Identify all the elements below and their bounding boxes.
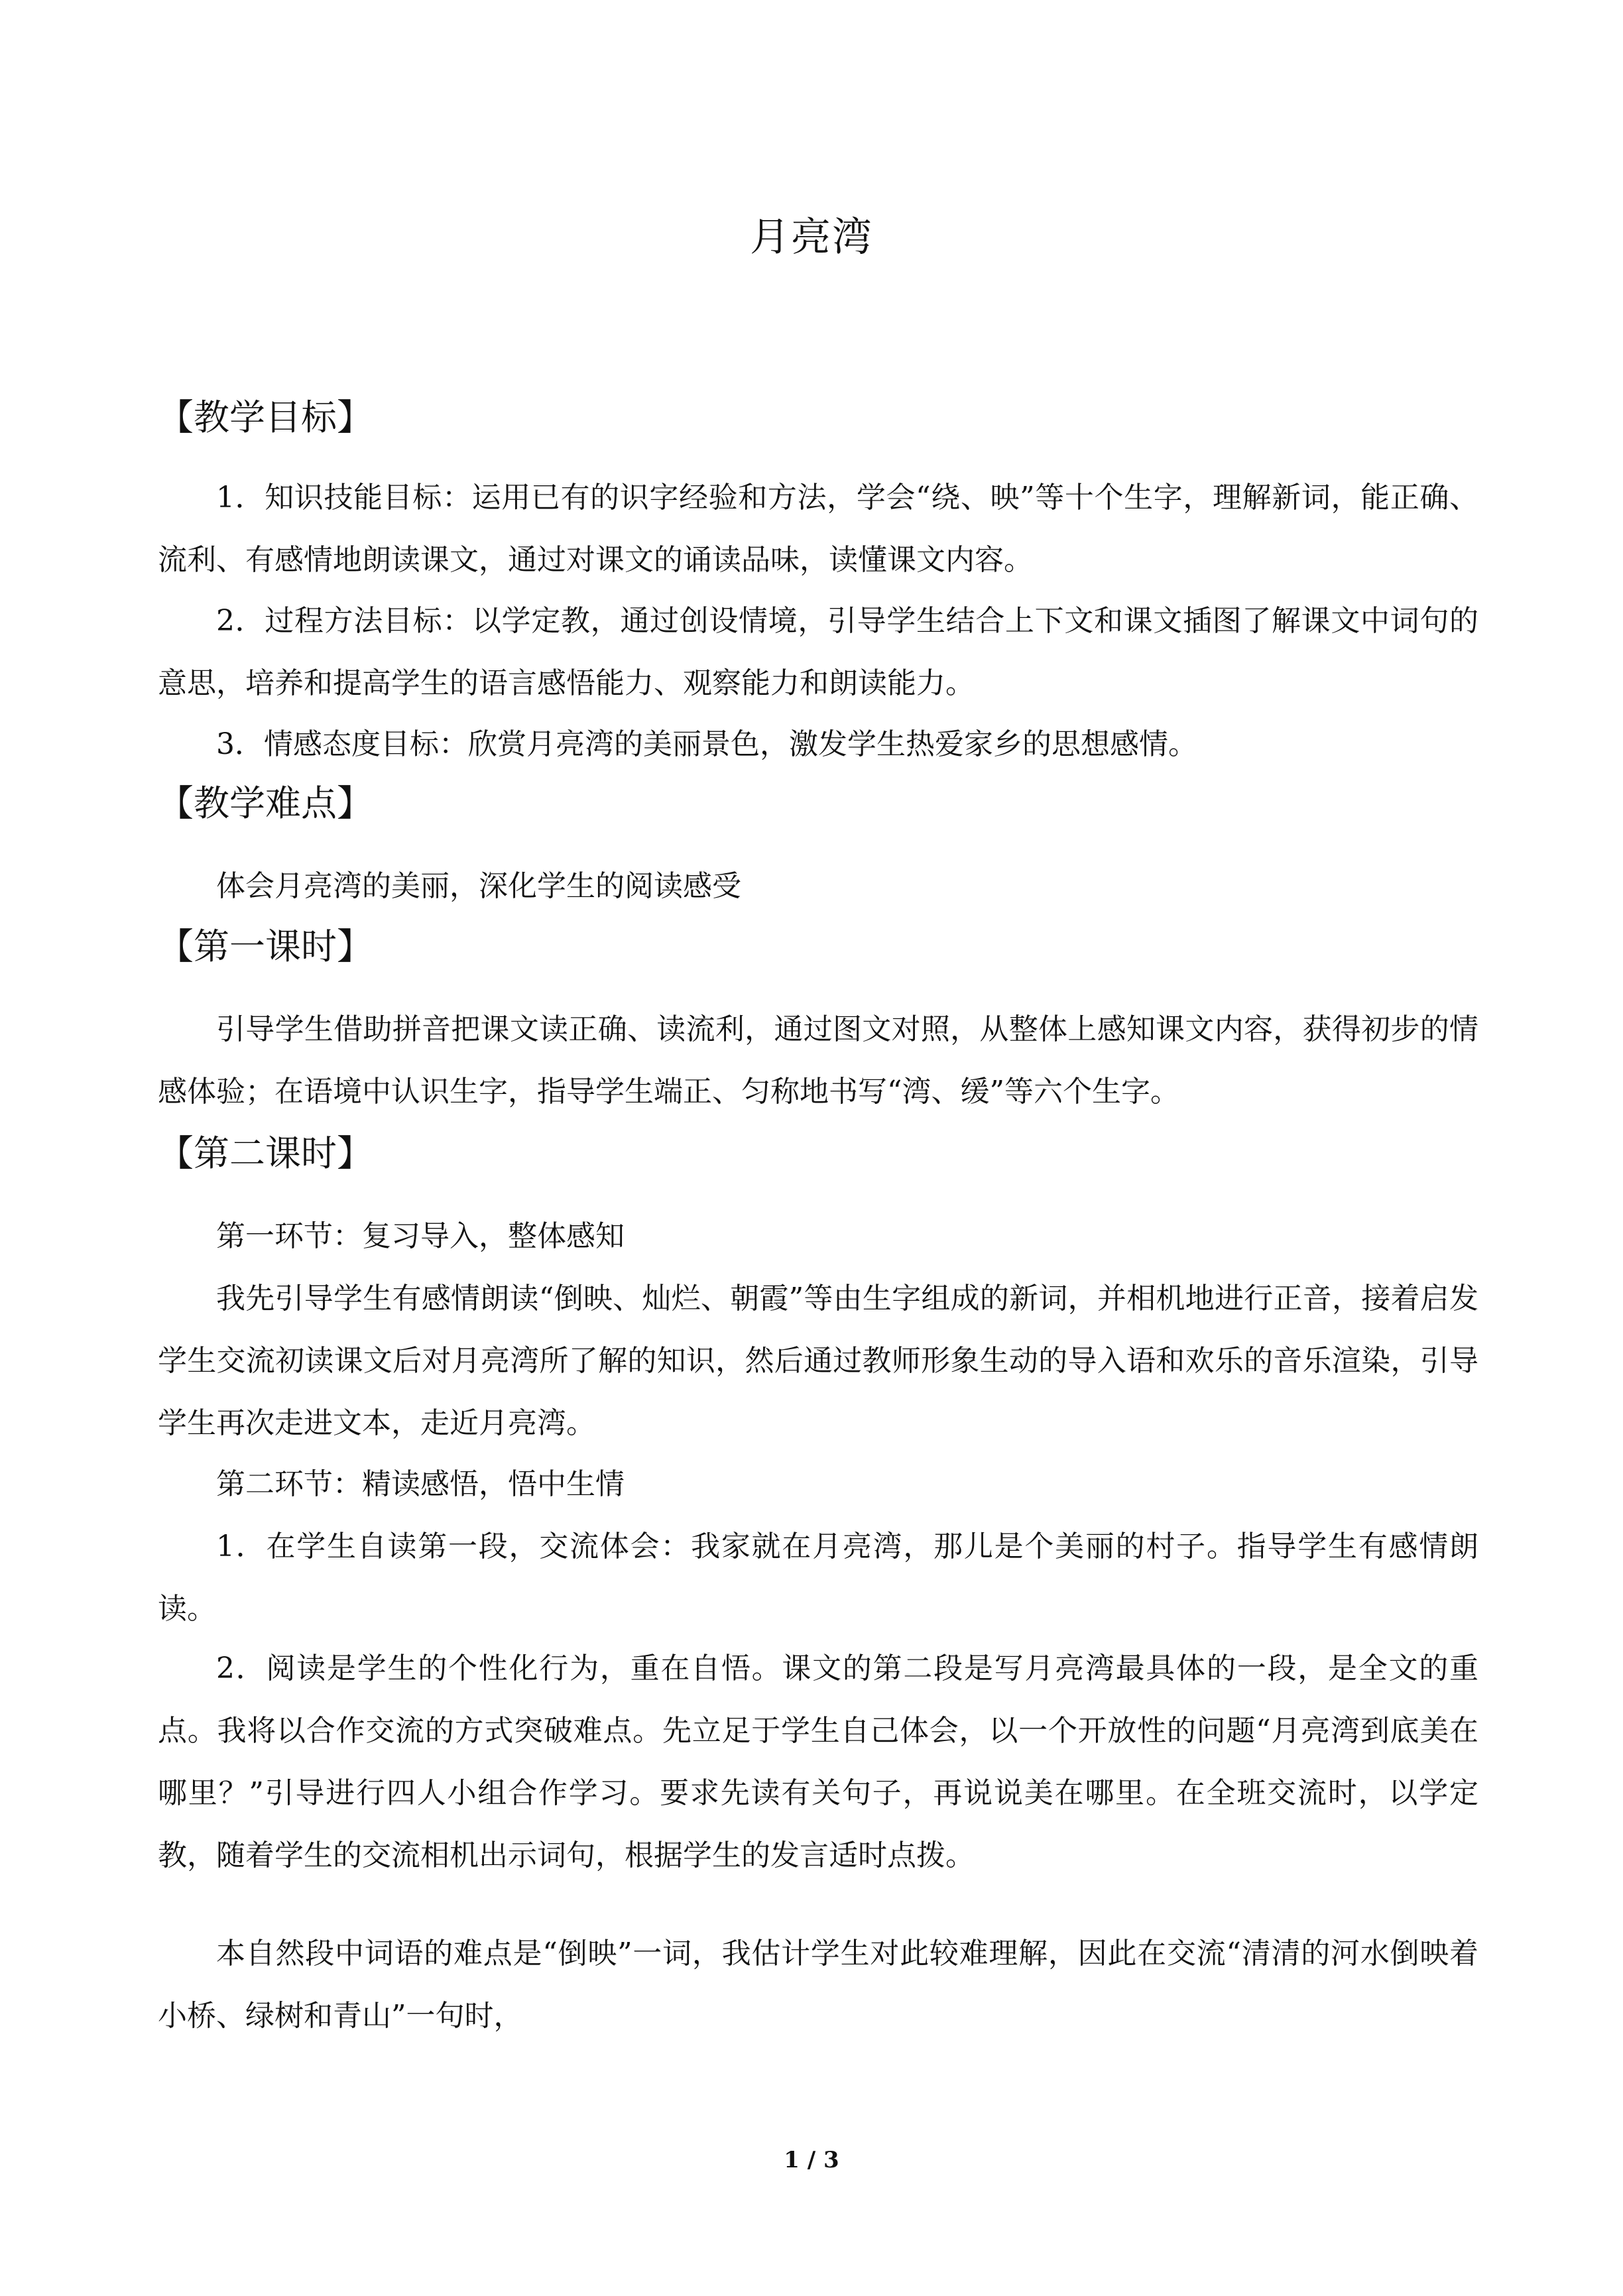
document-title: 月亮湾 [750, 214, 873, 261]
paragraph-step-2-item-1: 1．在学生自读第一段，交流体会：我家就在月亮湾，那儿是个美丽的村子。指导学生有感情朗读。 [158, 1530, 1478, 1626]
paragraph-step-1-title: 第一环节：复习导入，整体感知 [216, 1219, 625, 1253]
paragraph-step-2-item-3: 本自然段中词语的难点是“倒映”一词，我估计学生对此较难理解，因此在交流“清清的河水倒映着小桥、绿树和青山”一句时， [158, 1937, 1478, 2033]
paragraph-step-2-title: 第二环节：精读感悟，悟中生情 [216, 1467, 625, 1501]
paragraph-goal-3: 3．情感态度目标：欣赏月亮湾的美丽景色，激发学生热爱家乡的思想感情。 [216, 727, 1197, 761]
section-heading-first-lesson: 【第一课时】 [158, 926, 373, 967]
paragraph-first-lesson: 引导学生借助拼音把课文读正确、读流利，通过图文对照，从整体上感知课文内容，获得初步的情感体验；在语境中认识生字，指导学生端正、匀称地书写“湾、缓”等六个生字。 [158, 1012, 1478, 1109]
section-heading-second-lesson: 【第二课时】 [158, 1132, 373, 1174]
paragraph-goal-1: 1．知识技能目标：运用已有的识字经验和方法，学会“绕、映”等十个生字，理解新词，能正确、流利、有感情地朗读课文，通过对课文的诵读品味，读懂课文内容。 [158, 481, 1478, 577]
paragraph-step-1-body: 我先引导学生有感情朗读“倒映、灿烂、朝霞”等由生字组成的新词，并相机地进行正音，接着启发学生交流初读课文后对月亮湾所了解的知识，然后通过教师形象生动的导入语和欢乐的音乐渲染，引导学生再次走进文本，走近月亮湾。 [158, 1282, 1478, 1440]
section-heading-teaching-difficulty: 【教学难点】 [158, 782, 373, 824]
section-heading-teaching-goals: 【教学目标】 [158, 396, 373, 438]
paragraph-step-2-item-2: 2．阅读是学生的个性化行为，重在自悟。课文的第二段是写月亮湾最具体的一段，是全文的重点。我将以合作交流的方式突破难点。先立足于学生自己体会，以一个开放性的问题“月亮湾到底美在哪里？”引导进行四人小组合作学习。要求先读有关句子，再说说美在哪里。在全班交流时，以学定教，随着学生的交流相机出示词句，根据学生的发言适时点拨。 [158, 1652, 1478, 1872]
page-number: 1 / 3 [784, 2147, 839, 2173]
paragraph-goal-2: 2．过程方法目标：以学定教，通过创设情境，引导学生结合上下文和课文插图了解课文中词句的意思，培养和提高学生的语言感悟能力、观察能力和朗读能力。 [158, 604, 1478, 700]
paragraph-difficulty: 体会月亮湾的美丽，深化学生的阅读感受 [216, 869, 741, 903]
